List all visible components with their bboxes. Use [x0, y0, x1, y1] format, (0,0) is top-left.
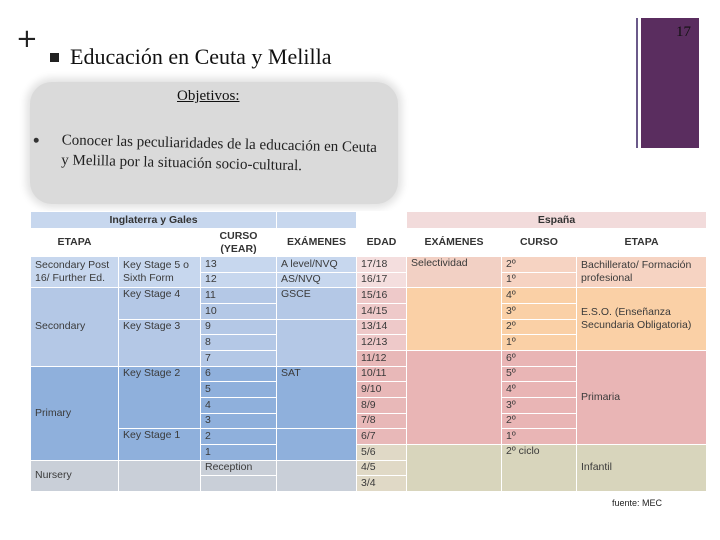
year-cell: 12 [201, 272, 277, 288]
es-etapa-bachillerato: Bachillerato/ Formación profesional [577, 257, 707, 288]
header-examenes-uk: EXÁMENES [277, 229, 357, 257]
objectives-heading: Objetivos: [177, 88, 240, 104]
plus-icon: + [16, 24, 38, 54]
edad-cell: 9/10 [357, 382, 407, 398]
edad-cell: 6/7 [357, 429, 407, 445]
uk-exam-gsce: GSCE [277, 288, 357, 319]
year-cell-empty [201, 476, 277, 492]
edad-cell: 11/12 [357, 350, 407, 366]
curso-cell: 3º [502, 397, 577, 413]
square-bullet-icon [50, 53, 59, 62]
year-cell: 9 [201, 319, 277, 335]
curso-cell: 4º [502, 382, 577, 398]
education-comparison-table [30, 211, 707, 492]
uk-exam-empty [277, 429, 357, 460]
year-cell: 4 [201, 397, 277, 413]
header-examenes-es: EXÁMENES [407, 229, 502, 257]
key-stage-5: Key Stage 5 o Sixth Form [119, 257, 201, 288]
header-curso-year: CURSO (YEAR) [201, 229, 277, 257]
uk-etapa-secondary: Secondary [31, 288, 119, 366]
header-key-stage [119, 229, 201, 257]
year-cell: 6 [201, 366, 277, 382]
round-bullet-icon [34, 138, 39, 143]
edad-cell: 3/4 [357, 476, 407, 492]
edad-cell: 10/11 [357, 366, 407, 382]
key-stage-2: Key Stage 2 [119, 366, 201, 429]
uk-etapa-post16: Secondary Post 16/ Further Ed. [31, 257, 119, 288]
edad-spacer [357, 212, 407, 229]
es-exam-empty [407, 288, 502, 351]
curso-cell: 1º [502, 335, 577, 351]
year-cell: 8 [201, 335, 277, 351]
header-curso-es: CURSO [502, 229, 577, 257]
key-stage-empty [119, 460, 201, 491]
curso-cell-ciclo: 2º ciclo [502, 444, 577, 491]
es-exam-empty-infantil [407, 444, 502, 491]
curso-cell: 5º [502, 366, 577, 382]
year-cell: 11 [201, 288, 277, 304]
uk-exam-alevel: A level/NVQ [277, 257, 357, 273]
edad-cell: 8/9 [357, 397, 407, 413]
header-edad: EDAD [357, 229, 407, 257]
es-exam-empty-primaria [407, 350, 502, 444]
curso-cell: 2º [502, 413, 577, 429]
curso-cell: 1º [502, 429, 577, 445]
year-cell: 3 [201, 413, 277, 429]
curso-cell: 4º [502, 288, 577, 304]
key-stage-1: Key Stage 1 [119, 429, 201, 460]
edad-cell: 13/14 [357, 319, 407, 335]
header-etapa-uk: ETAPA [31, 229, 119, 257]
edad-cell: 5/6 [357, 444, 407, 460]
es-etapa-infantil: Infantil [577, 444, 707, 491]
group-header-england-wales: Inglaterra y Gales [31, 212, 277, 229]
objective-item [47, 130, 378, 178]
year-cell: 13 [201, 257, 277, 273]
key-stage-4: Key Stage 4 [119, 288, 201, 319]
year-cell: 7 [201, 350, 277, 366]
year-cell: 5 [201, 382, 277, 398]
es-etapa-eso: E.S.O. (Enseñanza Secundaria Obligatoria) [577, 288, 707, 351]
curso-cell: 3º [502, 303, 577, 319]
year-cell-reception: Reception [201, 460, 277, 476]
edad-cell: 4/5 [357, 460, 407, 476]
edad-cell: 15/16 [357, 288, 407, 304]
uk-exam-sat: SAT [277, 366, 357, 429]
accent-line [636, 18, 638, 148]
curso-cell: 2º [502, 319, 577, 335]
year-cell: 10 [201, 303, 277, 319]
curso-cell: 6º [502, 350, 577, 366]
year-cell: 2 [201, 429, 277, 445]
edad-cell: 12/13 [357, 335, 407, 351]
es-exam-selectividad: Selectividad [407, 257, 502, 288]
uk-exam-empty [277, 460, 357, 491]
uk-etapa-nursery: Nursery [31, 460, 119, 491]
slide-number: 17 [676, 24, 691, 40]
slide-title-text: Educación en Ceuta y Melilla [70, 44, 332, 69]
header-etapa-es: ETAPA [577, 229, 707, 257]
source-note: fuente: MEC [612, 498, 663, 508]
key-stage-3: Key Stage 3 [119, 319, 201, 366]
edad-cell: 14/15 [357, 303, 407, 319]
group-header-spacer [277, 212, 357, 229]
uk-exam-asnvq: AS/NVQ [277, 272, 357, 288]
curso-cell: 1º [502, 272, 577, 288]
curso-cell: 2º [502, 257, 577, 273]
group-header-spain: España [407, 212, 707, 229]
objective-item-text: Conocer las peculiaridades de la educación en Ceuta y Melilla por la situación socio-cultural. [61, 132, 378, 175]
edad-cell: 17/18 [357, 257, 407, 273]
es-etapa-primaria: Primaria [577, 350, 707, 444]
uk-exam-empty [277, 319, 357, 366]
slide-title [50, 44, 331, 70]
uk-etapa-primary: Primary [31, 366, 119, 460]
edad-cell: 7/8 [357, 413, 407, 429]
year-cell: 1 [201, 444, 277, 460]
edad-cell: 16/17 [357, 272, 407, 288]
